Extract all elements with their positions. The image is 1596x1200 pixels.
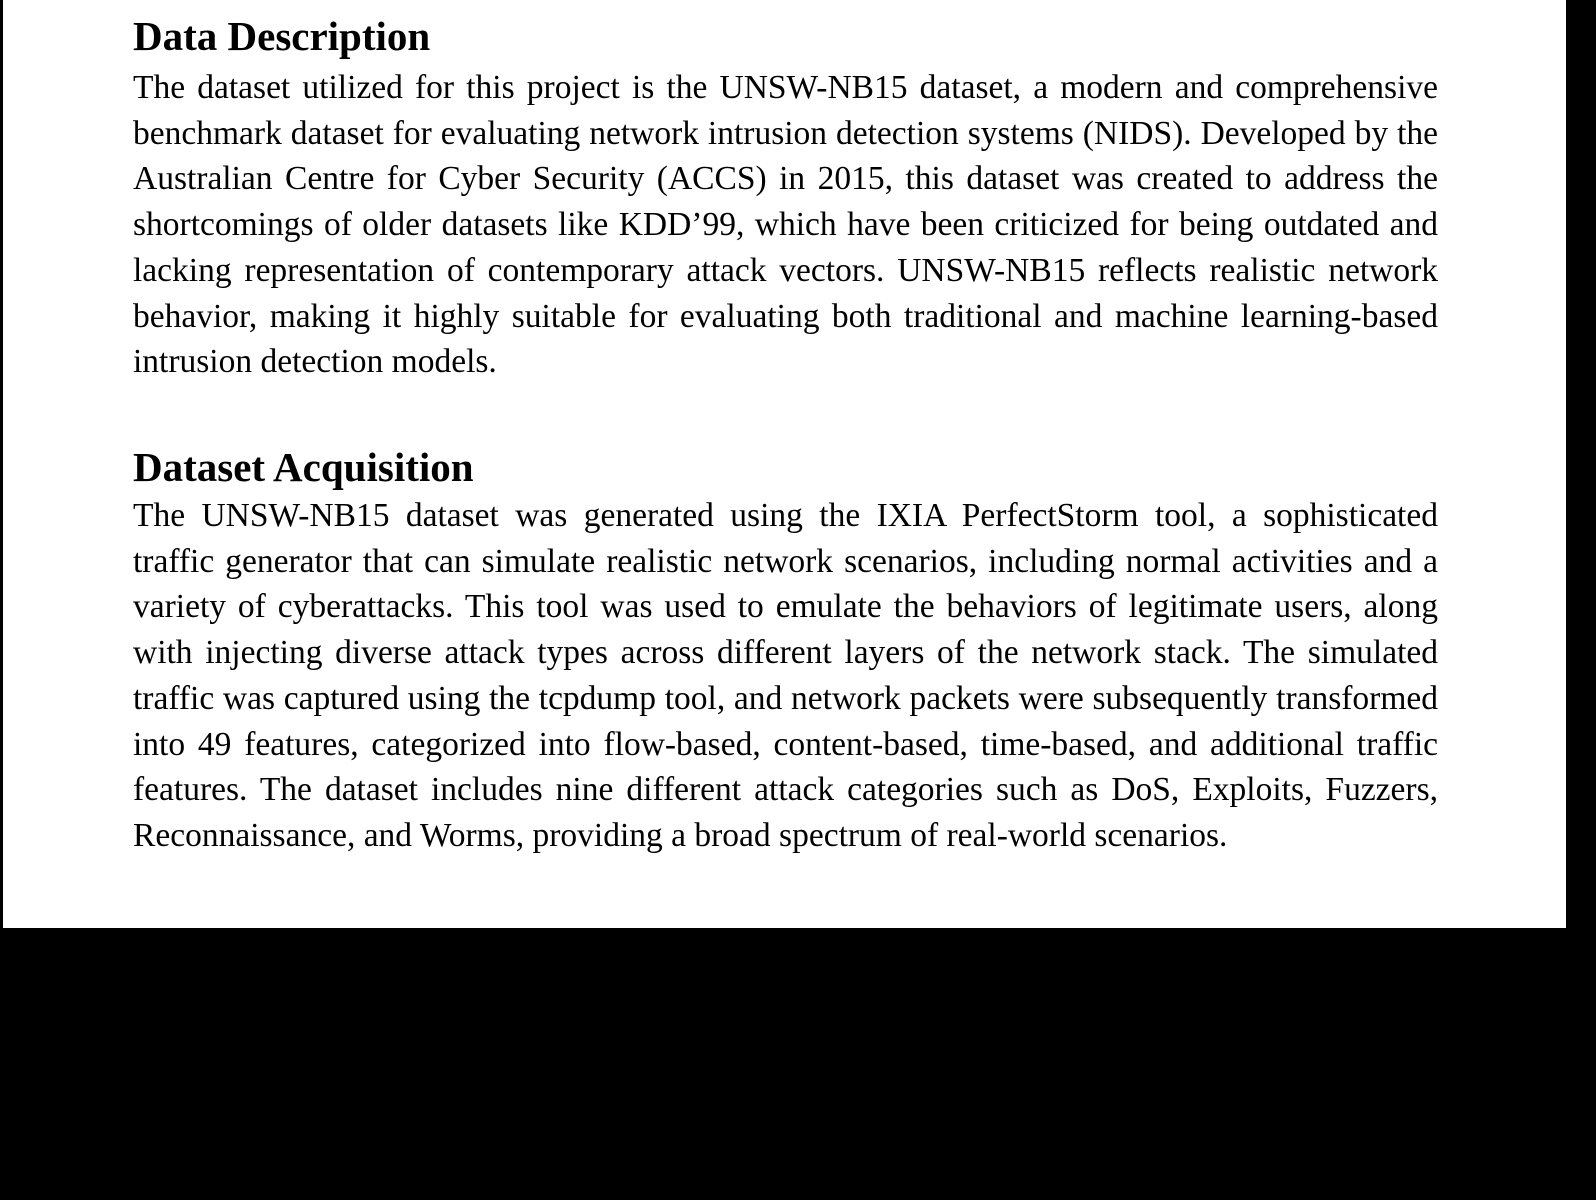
section-body-data-description: The dataset utilized for this project is the UNSW-NB15 dataset, a modern and comprehensive benchmark dataset for evaluating network intrusion detection systems (NIDS). Developed by the Australian Centre for Cyber Security (ACCS) in 2015, this dataset was created to address the shortcomings of older datasets like KDD’99, which have been criticized for being outdated and lacking representation of contemporary attack vectors. UNSW-NB15 reflects realistic network behavior, making it highly suitable for evaluating both traditional and machine learning-based intrusion detection models. xyxy=(133,69,1438,381)
section-heading-dataset-acquisition: Dataset Acquisition xyxy=(133,444,474,490)
background-band xyxy=(0,928,1596,1200)
section-body-dataset-acquisition: The UNSW-NB15 dataset was generated using the IXIA PerfectStorm tool, a sophisticated traffic generator that can simulate realistic network scenarios, including normal activities and a variety of cyberattacks. This tool was used to emulate the behaviors of legitimate users, along with injecting diverse attack types across different layers of the network stack. The simulated traffic was captured using the tcpdump tool, and network packets were subsequently transformed into 49 features, categorized into flow-based, content-based, time-based, and additional traffic features. The dataset includes nine different attack categories such as DoS, Exploits, Fuzzers, Reconnaissance, and Worms, providing a broad spectrum of real-world scenarios. xyxy=(133,497,1438,854)
section-heading-data-description: Data Description xyxy=(133,13,431,59)
document-page xyxy=(3,0,1566,928)
